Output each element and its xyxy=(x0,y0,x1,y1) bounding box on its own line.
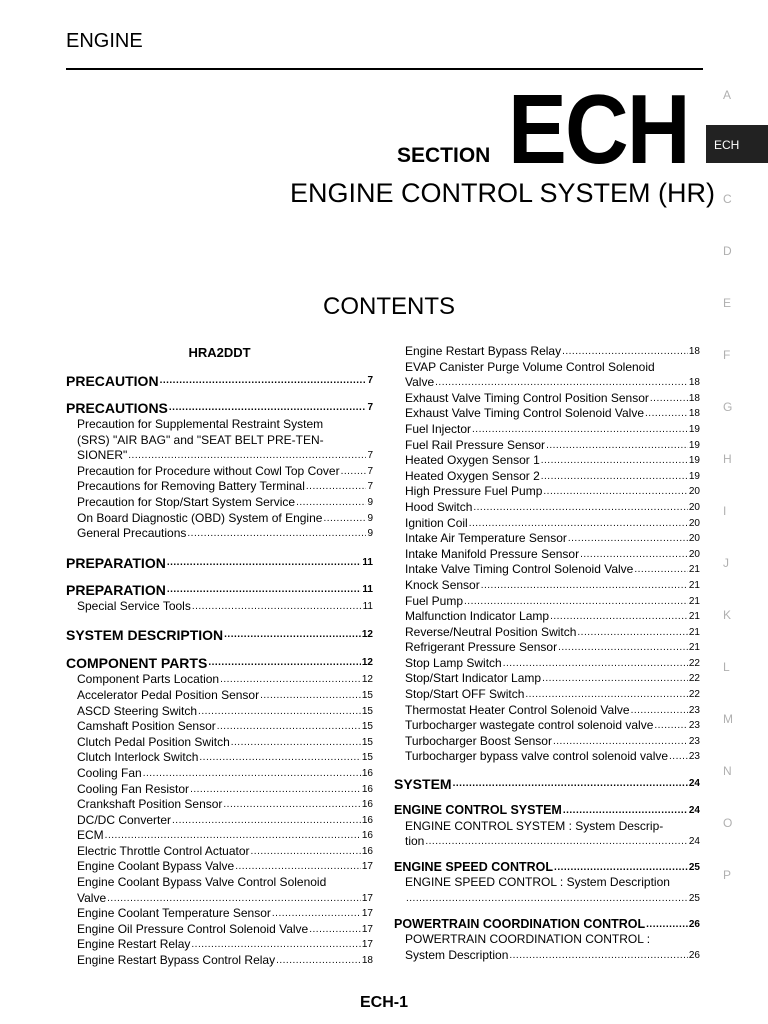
toc-entry[interactable] xyxy=(394,422,700,438)
toc-page-number: 18 xyxy=(688,408,700,420)
toc-entry-title: Heated Oxygen Sensor 2 xyxy=(405,468,540,483)
toc-page-number: 19 xyxy=(688,455,700,467)
header-rule xyxy=(66,68,703,70)
toc-page-number: 20 xyxy=(688,501,700,513)
toc-dot-leader xyxy=(198,704,361,720)
toc-entry[interactable] xyxy=(394,834,700,850)
toc-entry[interactable] xyxy=(394,344,700,360)
toc-entry[interactable] xyxy=(66,672,373,688)
toc-entry-title: High Pressure Fuel Pump xyxy=(405,484,543,499)
toc-dot-leader xyxy=(541,453,688,469)
toc-entry[interactable] xyxy=(394,718,700,734)
toc-page-number: 18 xyxy=(688,392,700,404)
toc-dot-leader xyxy=(634,562,688,578)
toc-dot-leader xyxy=(546,438,688,454)
toc-entry[interactable] xyxy=(66,599,373,615)
toc-entry[interactable] xyxy=(394,734,700,750)
toc-entry-title: Precaution for Procedure without Cowl Top Cover xyxy=(77,463,340,478)
toc-entry-title: Intake Valve Timing Control Solenoid Valve xyxy=(405,562,634,577)
side-index-letter-j[interactable]: J xyxy=(723,556,729,570)
toc-entry-title: Turbocharger wastegate control solenoid valve xyxy=(405,718,654,733)
toc-dot-leader xyxy=(472,422,688,438)
toc-entry[interactable] xyxy=(394,578,700,594)
toc-page-number: 16 xyxy=(361,830,373,842)
toc-entry-title: Exhaust Valve Timing Control Solenoid Valve xyxy=(405,406,645,421)
toc-entry[interactable] xyxy=(66,813,373,829)
toc-entry-title: COMPONENT PARTS xyxy=(66,655,208,672)
toc-page-number: 25 xyxy=(688,861,700,873)
side-index-letter-h[interactable]: H xyxy=(723,452,732,466)
toc-dot-leader xyxy=(558,640,688,656)
toc-dot-leader xyxy=(187,526,366,542)
toc-group-engine-speed-control[interactable] xyxy=(394,860,700,876)
toc-entry-title: Knock Sensor xyxy=(405,577,480,592)
toc-entry-line: Precaution for Supplemental Restraint System xyxy=(77,417,324,431)
toc-page-number: 23 xyxy=(688,751,700,763)
toc-entry-line: Engine Coolant Bypass Valve Control Solenoid xyxy=(77,875,327,890)
toc-entry-title: Crankshaft Position Sensor xyxy=(77,797,223,812)
toc-page-number: 11 xyxy=(362,600,373,612)
toc-entry[interactable] xyxy=(394,531,700,547)
toc-entry-title: Component Parts Location xyxy=(77,672,220,687)
toc-page-number: 22 xyxy=(688,657,700,669)
side-index-letter-k[interactable]: K xyxy=(723,608,732,622)
toc-dot-leader xyxy=(231,735,361,751)
toc-dot-leader xyxy=(217,719,361,735)
toc-entry[interactable] xyxy=(66,859,373,875)
toc-dot-leader xyxy=(550,609,688,625)
toc-entry[interactable] xyxy=(394,749,700,765)
toc-page-number: 19 xyxy=(688,470,700,482)
toc-entry-title: Exhaust Valve Timing Control Position Sensor xyxy=(405,390,649,405)
toc-group-component-parts[interactable] xyxy=(66,654,373,672)
toc-entry-title: System Description xyxy=(405,947,509,962)
toc-dot-leader xyxy=(199,750,360,766)
toc-dot-leader xyxy=(654,718,688,734)
toc-entry-title: Precaution for Stop/Start System Service xyxy=(77,494,296,509)
toc-dot-leader xyxy=(577,625,687,641)
toc-entry-line: POWERTRAIN COORDINATION CONTROL : xyxy=(405,932,651,947)
toc-dot-leader xyxy=(473,500,688,516)
toc-dot-leader xyxy=(554,860,688,876)
toc-entry[interactable] xyxy=(394,948,700,964)
toc-entry[interactable] xyxy=(66,735,373,751)
toc-dot-leader xyxy=(251,844,361,860)
toc-page-number: 23 xyxy=(688,704,700,716)
toc-entry[interactable] xyxy=(394,500,700,516)
toc-page-number: 9 xyxy=(367,512,373,524)
toc-entry-title: Clutch Pedal Position Switch xyxy=(77,734,230,749)
toc-dot-leader xyxy=(645,406,688,422)
toc-dot-leader xyxy=(542,671,688,687)
toc-entry-title: ASCD Steering Switch xyxy=(77,703,198,718)
toc-dot-leader xyxy=(143,766,361,782)
toc-dot-leader xyxy=(167,581,362,599)
toc-entry-title: Precautions for Removing Battery Terminal xyxy=(77,479,305,494)
toc-entry-title: PREPARATION xyxy=(66,554,166,571)
toc-entry-title: Fuel Rail Pressure Sensor xyxy=(405,437,546,452)
toc-entry-line: ENGINE CONTROL SYSTEM : System Descrip- xyxy=(405,818,664,833)
toc-page-number: 20 xyxy=(688,548,700,560)
toc-entry-title: Thermostat Heater Control Solenoid Valve xyxy=(405,702,630,717)
toc-entry-title: Stop Lamp Switch xyxy=(405,655,502,670)
toc-page-number: 7 xyxy=(367,450,373,462)
toc-entry-title: Cooling Fan xyxy=(77,765,142,780)
toc-dot-leader xyxy=(646,917,688,933)
toc-entry-title: Engine Coolant Bypass Valve xyxy=(77,859,235,874)
toc-dot-leader xyxy=(223,797,360,813)
toc-entry[interactable] xyxy=(66,844,373,860)
side-index-letter-g[interactable]: G xyxy=(723,400,733,414)
toc-entry[interactable] xyxy=(394,469,700,485)
toc-entry-title: PREPARATION xyxy=(66,581,166,598)
toc-page-number: 9 xyxy=(367,496,373,508)
toc-page-number: 17 xyxy=(361,908,373,920)
section-code: ECH xyxy=(508,74,689,184)
toc-entry-title: Special Service Tools xyxy=(77,598,191,613)
toc-dot-leader xyxy=(208,654,361,672)
toc-page-number: 17 xyxy=(361,923,373,935)
side-index-letter-f[interactable]: F xyxy=(723,348,731,362)
toc-dot-leader xyxy=(631,703,688,719)
toc-entry[interactable] xyxy=(66,448,373,464)
toc-dot-leader xyxy=(563,803,688,819)
toc-entry-title: ENGINE CONTROL SYSTEM xyxy=(394,803,562,818)
toc-entry[interactable] xyxy=(394,703,700,719)
toc-dot-leader xyxy=(406,891,688,907)
side-index-letter-i[interactable]: I xyxy=(723,504,727,518)
side-index-letter-o[interactable]: O xyxy=(723,816,733,830)
toc-entry[interactable] xyxy=(394,594,700,610)
toc-dot-leader xyxy=(341,464,367,480)
toc-entry-title: Hood Switch xyxy=(405,499,473,514)
toc-dot-leader xyxy=(276,953,361,969)
toc-page-number: 19 xyxy=(688,423,700,435)
toc-page-number: 15 xyxy=(361,689,373,701)
toc-dot-leader xyxy=(580,547,688,563)
toc-entry-title: General Precautions xyxy=(77,526,187,541)
toc-page-number: 15 xyxy=(361,736,373,748)
toc-group-engine-control-system[interactable] xyxy=(394,803,700,819)
toc-page-number: 21 xyxy=(688,564,700,576)
toc-page-number: 7 xyxy=(367,402,373,413)
toc-entry-line: ENGINE SPEED CONTROL : System Description xyxy=(405,875,670,890)
toc-dot-leader xyxy=(107,891,361,907)
toc-entry-title: Refrigerant Pressure Sensor xyxy=(405,640,558,655)
toc-dot-leader xyxy=(172,813,361,829)
toc-entry-title: Intake Air Temperature Sensor xyxy=(405,531,567,546)
toc-entry-title: ECM xyxy=(77,828,104,843)
toc-entry[interactable] xyxy=(66,922,373,938)
toc-page-number: 23 xyxy=(688,735,700,747)
toc-entry[interactable] xyxy=(66,495,373,511)
toc-page-number: 18 xyxy=(688,377,700,389)
toc-entry[interactable] xyxy=(394,640,700,656)
toc-page-number: 20 xyxy=(688,533,700,545)
toc-entry[interactable] xyxy=(66,937,373,953)
toc-dot-leader xyxy=(453,775,688,793)
side-index xyxy=(703,82,768,902)
toc-page-number: 12 xyxy=(361,674,373,686)
side-tab-active-label: ECH xyxy=(714,138,740,152)
toc-page-number: 15 xyxy=(361,721,373,733)
toc-dot-leader xyxy=(235,859,361,875)
toc-entry[interactable] xyxy=(66,828,373,844)
toc-dot-leader xyxy=(169,399,367,417)
toc-group-powertrain-coordination[interactable] xyxy=(394,917,700,933)
toc-page-number: 11 xyxy=(362,556,373,568)
toc-entry[interactable] xyxy=(66,953,373,969)
toc-page-number: 15 xyxy=(361,752,373,764)
toc-entry-title: Accelerator Pedal Position Sensor xyxy=(77,687,260,702)
toc-entry[interactable] xyxy=(394,406,700,422)
toc-entry[interactable] xyxy=(394,891,700,907)
toc-dot-leader xyxy=(190,782,361,798)
toc-column-heading: HRA2DDT xyxy=(188,345,251,360)
toc-entry[interactable] xyxy=(394,625,700,641)
toc-entry-title: On Board Diagnostic (OBD) System of Engine xyxy=(77,510,323,525)
section-title: ENGINE CONTROL SYSTEM (HR) xyxy=(290,178,716,208)
toc-entry-title: Stop/Start Indicator Lamp xyxy=(405,671,542,686)
toc-page-number: 22 xyxy=(688,689,700,701)
contents-left-column xyxy=(66,344,373,969)
toc-page-number: 23 xyxy=(688,720,700,732)
toc-dot-leader xyxy=(464,594,688,610)
toc-dot-leader xyxy=(553,734,688,750)
toc-major-system-description[interactable] xyxy=(66,626,373,644)
toc-entry[interactable] xyxy=(394,375,700,391)
toc-entry[interactable] xyxy=(394,671,700,687)
toc-page-number: 21 xyxy=(688,626,700,638)
toc-entry[interactable] xyxy=(66,750,373,766)
section-label: SECTION xyxy=(397,144,491,167)
toc-page-number: 16 xyxy=(361,767,373,779)
toc-entry-title: Fuel Injector xyxy=(405,421,472,436)
toc-page-number: 7 xyxy=(367,375,373,386)
toc-dot-leader xyxy=(260,688,361,704)
toc-entry[interactable] xyxy=(66,891,373,907)
toc-page-number: 24 xyxy=(688,805,700,817)
toc-entry[interactable] xyxy=(394,609,700,625)
toc-entry[interactable] xyxy=(66,526,373,542)
toc-page-number: 24 xyxy=(688,778,700,790)
toc-entry-title: DC/DC Converter xyxy=(77,812,172,827)
toc-page-number: 21 xyxy=(688,595,700,607)
toc-dot-leader xyxy=(105,828,361,844)
side-index-letter-e[interactable]: E xyxy=(723,296,732,310)
toc-entry-title: Intake Manifold Pressure Sensor xyxy=(405,546,580,561)
toc-dot-leader xyxy=(525,687,688,703)
toc-page-number: 18 xyxy=(688,346,700,357)
toc-dot-leader xyxy=(323,511,366,527)
toc-entry[interactable] xyxy=(66,688,373,704)
toc-dot-leader xyxy=(167,554,362,572)
toc-page-number: 26 xyxy=(688,918,700,930)
toc-group-preparation[interactable] xyxy=(66,581,373,599)
side-index-letter-a[interactable]: A xyxy=(723,88,732,102)
toc-dot-leader xyxy=(272,906,361,922)
toc-entry[interactable] xyxy=(394,391,700,407)
toc-dot-leader xyxy=(296,495,366,511)
toc-page-number: 19 xyxy=(688,439,700,451)
toc-dot-leader xyxy=(425,834,688,850)
contents-right-column xyxy=(394,344,700,963)
toc-page-number: 20 xyxy=(688,517,700,529)
toc-entry-title: PRECAUTION xyxy=(66,373,159,389)
toc-entry-title: Ignition Coil xyxy=(405,515,468,530)
toc-entry[interactable] xyxy=(66,704,373,720)
toc-dot-leader xyxy=(192,599,362,615)
toc-entry-title: SIONER" xyxy=(77,448,128,463)
toc-entry-title: Reverse/Neutral Position Switch xyxy=(405,624,577,639)
toc-entry-title: Heated Oxygen Sensor 1 xyxy=(405,453,540,468)
toc-page-number: 7 xyxy=(367,481,373,493)
toc-dot-leader xyxy=(503,656,688,672)
toc-entry-title: Valve xyxy=(77,890,107,905)
toc-entry[interactable] xyxy=(394,484,700,500)
toc-entry[interactable] xyxy=(394,453,700,469)
toc-page-number: 22 xyxy=(688,673,700,685)
toc-dot-leader xyxy=(669,749,688,765)
side-index-letter-l[interactable]: L xyxy=(723,660,730,674)
side-index-letter-m[interactable]: M xyxy=(723,712,733,726)
toc-page-number: 24 xyxy=(688,836,700,848)
toc-entry-title: Cooling Fan Resistor xyxy=(77,781,190,796)
toc-dot-leader xyxy=(568,531,688,547)
toc-group-precautions[interactable] xyxy=(66,399,373,417)
toc-major-preparation[interactable] xyxy=(66,554,373,572)
toc-entry-title: SYSTEM DESCRIPTION xyxy=(66,627,224,644)
toc-entry-title: Engine Restart Relay xyxy=(77,937,191,952)
toc-page-number: 26 xyxy=(688,949,700,961)
toc-entry-title: Valve xyxy=(405,375,435,390)
toc-entry-title: Malfunction Indicator Lamp xyxy=(405,609,550,624)
toc-dot-leader xyxy=(481,578,688,594)
side-index-letter-n[interactable]: N xyxy=(723,764,732,778)
toc-page-number: 12 xyxy=(361,657,373,669)
toc-page-number: 17 xyxy=(361,892,373,904)
toc-entry[interactable] xyxy=(394,562,700,578)
toc-entry-title: tion xyxy=(405,834,425,849)
toc-page-number: 12 xyxy=(361,629,373,641)
toc-major-system[interactable] xyxy=(394,775,700,793)
toc-dot-leader xyxy=(541,469,688,485)
toc-entry[interactable] xyxy=(66,797,373,813)
toc-page-number: 16 xyxy=(361,799,373,811)
toc-entry[interactable] xyxy=(394,656,700,672)
toc-page-number: 21 xyxy=(688,611,700,623)
toc-page-number: 20 xyxy=(688,486,700,498)
header-title: ENGINE xyxy=(66,30,143,52)
toc-dot-leader xyxy=(469,516,688,532)
toc-page-number: 25 xyxy=(688,893,700,904)
toc-page-number: 11 xyxy=(362,583,373,595)
toc-entry[interactable] xyxy=(394,687,700,703)
toc-entry-title: Engine Restart Bypass Relay xyxy=(405,344,562,358)
side-index-letter-p[interactable]: P xyxy=(723,868,732,882)
toc-dot-leader xyxy=(220,672,361,688)
toc-entry-title: POWERTRAIN COORDINATION CONTROL xyxy=(394,916,646,931)
toc-entry-title: Engine Restart Bypass Control Relay xyxy=(77,953,276,968)
toc-page-number: 9 xyxy=(367,528,373,540)
toc-dot-leader xyxy=(509,948,688,964)
toc-entry[interactable] xyxy=(66,511,373,527)
toc-dot-leader xyxy=(128,448,366,464)
toc-entry[interactable] xyxy=(66,464,373,480)
toc-entry[interactable] xyxy=(66,479,373,495)
toc-dot-leader xyxy=(309,922,361,938)
footer-page-label: ECH-1 xyxy=(359,994,408,1011)
toc-entry-title: Camshaft Position Sensor xyxy=(77,719,216,734)
toc-entry[interactable] xyxy=(66,782,373,798)
toc-dot-leader xyxy=(650,391,688,407)
toc-entry[interactable] xyxy=(66,766,373,782)
toc-dot-leader xyxy=(224,626,361,644)
toc-entry[interactable] xyxy=(66,906,373,922)
toc-entry[interactable] xyxy=(394,547,700,563)
toc-dot-leader xyxy=(160,372,367,390)
toc-dot-leader xyxy=(306,479,367,495)
toc-entry-title: Clutch Interlock Switch xyxy=(77,750,199,765)
toc-entry[interactable] xyxy=(394,516,700,532)
toc-entry-title: Electric Throttle Control Actuator xyxy=(77,843,250,858)
toc-page-number: 7 xyxy=(367,465,373,477)
toc-entry-title: ENGINE SPEED CONTROL xyxy=(394,859,554,874)
toc-entry-title: Turbocharger Boost Sensor xyxy=(405,733,552,748)
contents-title: CONTENTS xyxy=(323,293,455,320)
toc-entry-title: PRECAUTIONS xyxy=(66,400,168,416)
toc-page-number: 17 xyxy=(361,861,373,873)
toc-entry-line: (SRS) "AIR BAG" and "SEAT BELT PRE-TEN- xyxy=(77,432,324,447)
toc-dot-leader xyxy=(191,937,360,953)
side-index-letter-d[interactable]: D xyxy=(723,244,732,258)
toc-page-number: 16 xyxy=(361,814,373,826)
toc-page-number: 15 xyxy=(361,705,373,717)
toc-page-number: 17 xyxy=(361,939,373,951)
side-index-letter-c[interactable]: C xyxy=(723,192,732,206)
toc-entry-title: Stop/Start OFF Switch xyxy=(405,687,525,702)
toc-entry-title: Engine Coolant Temperature Sensor xyxy=(77,906,271,921)
toc-entry-line: EVAP Canister Purge Volume Control Solenoid xyxy=(405,359,655,374)
toc-page-number: 21 xyxy=(688,579,700,591)
toc-page-number: 18 xyxy=(361,955,373,967)
toc-dot-leader xyxy=(562,344,688,360)
toc-entry-title: Engine Oil Pressure Control Solenoid Valve xyxy=(77,921,309,936)
toc-dot-leader xyxy=(435,375,688,391)
toc-entry-title: Fuel Pump xyxy=(405,593,464,608)
toc-entry-title: SYSTEM xyxy=(394,776,452,793)
toc-entry[interactable] xyxy=(394,438,700,454)
toc-page-number: 21 xyxy=(688,642,700,654)
toc-entry-title: Turbocharger bypass valve control solenoid valve xyxy=(405,749,669,764)
toc-page-number: 16 xyxy=(361,845,373,857)
toc-entry[interactable] xyxy=(66,719,373,735)
toc-dot-leader xyxy=(543,484,687,500)
toc-page-number: 16 xyxy=(361,783,373,795)
toc-major-precaution[interactable] xyxy=(66,372,373,390)
